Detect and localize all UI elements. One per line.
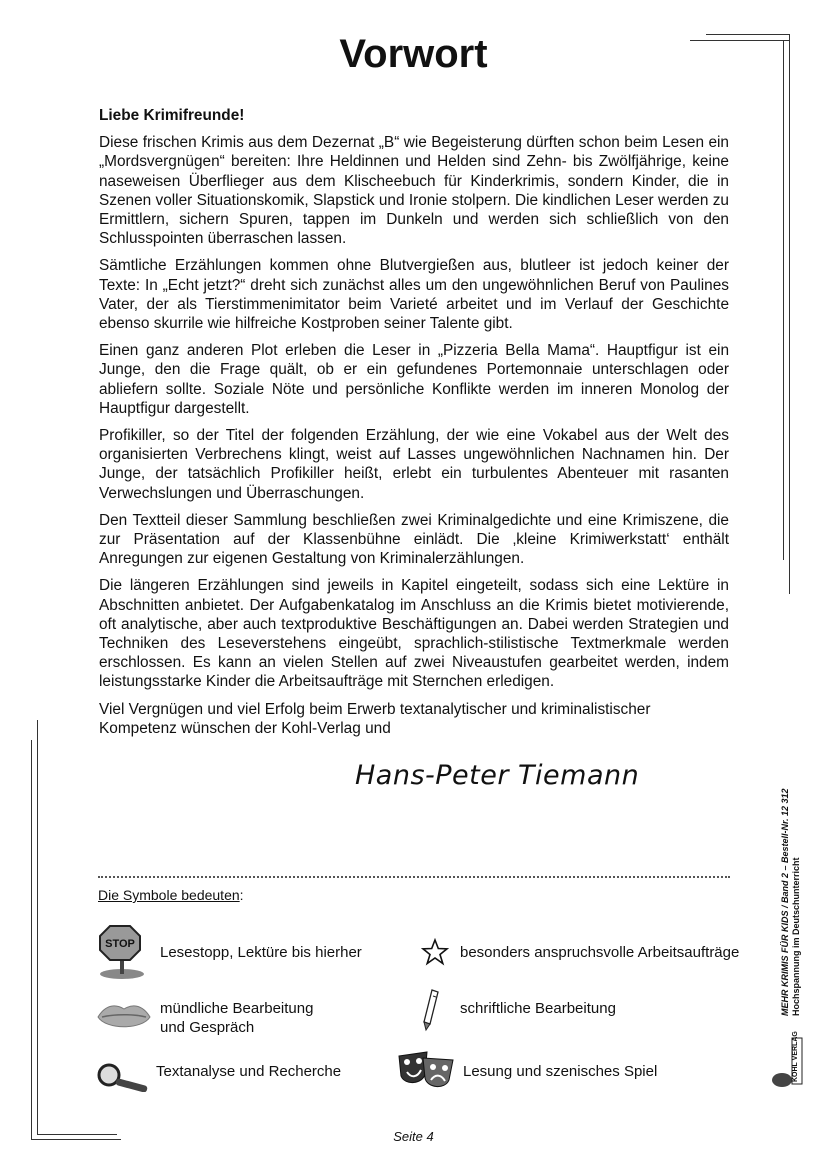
paragraph: Sämtliche Erzählungen kommen ohne Blutvergießen aus, blutleer ist jedoch keiner der Texte: In „Echt jetzt?“ dreht sich zunächst alles um den ungewöhnlichen Beruf von Paulines Vater, der als Tierstimmenimitator beim Varieté arbeitet und im Verlauf der Geschichte ebenso skurrile wie hilfreiche Kostproben seiner Talente gibt. (99, 257, 729, 333)
paragraph: Einen ganz anderen Plot erleben die Leser in „Pizzeria Bella Mama“. Hauptfigur ist ein Junge, den die Frage quält, ob er ein gefundenes Portemonnaie unterschlagen oder abliefern sollte. Soziale Nöte und persönliche Konflikte werden im inneren Monolog der Hauptfigur dargestellt. (99, 342, 729, 417)
frame-top-right-v1 (789, 34, 790, 594)
page-title: Vorwort (339, 32, 488, 76)
author-signature: Hans-Peter Tiemann (355, 760, 640, 791)
logo-text: KOHL VERLAG (792, 1031, 799, 1082)
page-number: Seite 4 (393, 1129, 434, 1144)
symbol-masks-label: Lesung und szenisches Spiel (463, 1063, 658, 1080)
pencil-icon (418, 988, 442, 1032)
foreword-body (99, 106, 729, 746)
frame-top-right-v2 (783, 40, 784, 560)
paragraph: Den Textteil dieser Sammlung beschließen zwei Kriminalgedichte und eine Krimiszene, die zur Präsentation auf der Klassenbühne einlädt. Die ‚kleine Krimiwerkstatt‘ enthält Anregungen zur eigenen Gestaltung von Kriminalerzählungen. (99, 511, 729, 568)
closing-paragraph: Viel Vergnügen und viel Erfolg beim Erwerb textanalytischer und kriminalistischer Kompetenz wünschen der Kohl-Verlag und (99, 700, 651, 737)
symbol-stop-label: Lesestopp, Lektüre bis hierher (160, 944, 362, 961)
publisher-logo (768, 1031, 804, 1088)
symbol-lips-label: mündliche Bearbeitung und Gespräch (160, 1000, 314, 1036)
symbol-pencil-label: schriftliche Bearbeitung (460, 1000, 616, 1017)
frame-bottom-left-v2 (37, 720, 38, 1135)
svg-text:STOP: STOP (105, 938, 135, 950)
magnifier-icon (95, 1062, 153, 1092)
symbol-star-label: besonders anspruchsvolle Arbeitsaufträge (460, 944, 740, 961)
frame-bottom-left-v1 (31, 740, 32, 1140)
sidebar-series-line: MEHR KRIMIS FÜR KIDS / Band 2 – Bestell-Nr. 12 312 (780, 788, 790, 1016)
sidebar-subtitle-line: Hochspannung im Deutschunterricht (791, 857, 801, 1016)
paragraph: Die längeren Erzählungen sind jeweils in Kapitel eingeteilt, sodass sich eine Lektüre in Abschnitten anbietet. Der Aufgabenkatalog im Anschluss an die Krimis bietet motivierende, oft analytische, aber auch textproduktive Beschäftigungen an. Dabei werden Strategien und Techniken des Leseverstehens eingeübt, sprachlich-stilistische Textmerkmale werden erschlossen. Es kann an vielen Stellen auf zwei Niveaustufen gearbeitet werden, indem leistungsstarke Kinder die Arbeitsaufträge mit Sternchen erledigen. (99, 577, 729, 691)
symbol-magnifier-label: Textanalyse und Recherche (156, 1063, 342, 1080)
symbols-heading: Die Symbole bedeuten: (98, 887, 244, 903)
paragraph: Profikiller, so der Titel der folgenden Erzählung, der wie eine Vokabel aus der Welt des organisierten Verbrechens klingt, weist auf Lasses ungewöhnlichen Nachnamen hin. Der Junge, der tatsächlich Profikiller heißt, erlebt ein turbulentes Abenteuer mit rasanten Verwechslungen und Überraschungen. (99, 427, 729, 502)
greeting: Liebe Krimifreunde! (99, 107, 245, 124)
sidebar-vertical-text (780, 726, 804, 1016)
paragraph: Diese frischen Krimis aus dem Dezernat „B“ wie Begeisterung dürften schon beim Lesen ein „Mordsvergnügen“ bereiten: Ihre Heldinnen und Helden sind Zehn- bis Zwölfjährige, keine naseweisen Überflieger aus dem Klischeebuch für Kinderkrimis, sondern Kinder, die in Szenen voller Situationskomik, Slapstick und Ironie stolpern. Die kindlichen Leser werden zu Ermittlern, sichern Spuren, tappen im Dunkeln und werden sich schließlich von den Schlusspointen überraschen lassen. (99, 134, 729, 248)
theater-masks-icon (397, 1050, 455, 1090)
stop-sign-icon (96, 922, 146, 980)
lips-icon (96, 1000, 152, 1034)
star-icon (421, 938, 449, 966)
dotted-divider (98, 876, 730, 878)
